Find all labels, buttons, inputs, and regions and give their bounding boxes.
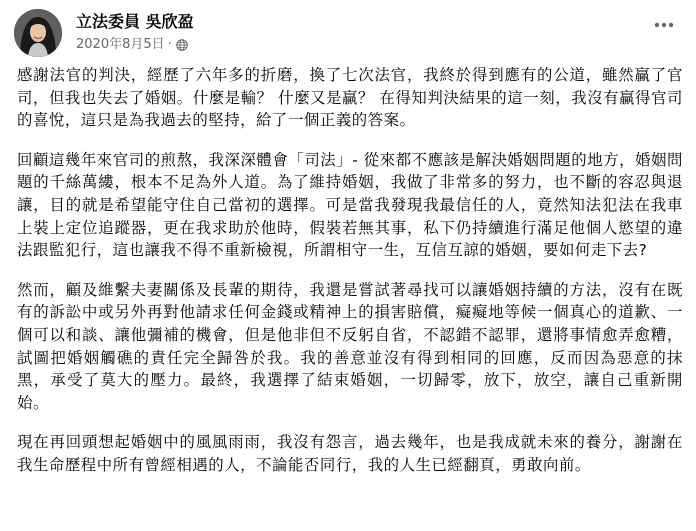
post-paragraph-3: 然而，顧及維繫夫妻關係及長輩的期待，我還是嘗試著尋找可以讓婚姻持續的方法，沒有在既有的訴訟中或另外再對他請求任何金錢或精神上的損害賠償，癡癡地等候一個真心的道歉、一個可以和談、讓他彌補的機會，但是他非但不反躬自省，不認錯不認罪，還將事情愈弄愈糟，試圖把婚姻觸礁的責任完全歸咎於我。我的善意並沒有得到相同的回應，反而因為惡意的抹黑，承受了莫大的壓力。最終，我選擇了結束婚姻，一切歸零，放下，放空，讓自己重新開始。 — [17, 280, 683, 412]
post-paragraph-1: 感謝法官的判決，經歷了六年多的折磨，換了七次法官，我終於得到應有的公道，雖然贏了官司，但我也失去了婚姻。什麼是輸？ 什麼又是贏？ 在得知判決結果的這一刻，我沒有贏得官司的喜悅，這只是為我過去的堅持，給了一個正義的答案。 — [17, 66, 683, 130]
globe-icon[interactable] — [176, 39, 188, 51]
post-meta — [76, 36, 188, 54]
avatar[interactable] — [14, 9, 62, 57]
author-name[interactable]: 立法委員 吳欣盈 — [76, 12, 194, 31]
more-options-button[interactable] — [648, 13, 680, 37]
post-paragraph-2: 回顧這幾年來官司的煎熬，我深深體會「司法」- 從來都不應該是解決婚姻問題的地方，婚姻問題的千絲萬縷，根本不足為外人道。為了維持婚姻，我做了非常多的努力，也不斷的容忍與退讓，目的就是希望能守住自己當初的選擇。可是當我發現我最信任的人，竟然知法犯法在我車上裝上定位追蹤器，更在我求助於他時，假裝若無其事，私下仍持續進行滿足他個人慾望的違法跟監犯行，這也讓我不得不重新檢視，所謂相守一生，互信互諒的婚姻，要如何走下去? — [17, 150, 683, 260]
meta-separator: · — [167, 37, 172, 52]
profile-photo-icon — [14, 9, 62, 57]
post-date[interactable]: 2020年8月5日 — [76, 37, 165, 52]
post-header — [14, 9, 682, 57]
post-body — [17, 64, 683, 494]
post-paragraph-4: 現在再回頭想起婚姻中的風風雨雨，我沒有怨言，過去幾年，也是我成就未來的養分，謝謝在我生命歷程中所有曾經相遇的人，不論能否同行，我的人生已經翻頁，勇敢向前。 — [17, 433, 683, 474]
ellipsis-icon — [654, 22, 674, 28]
